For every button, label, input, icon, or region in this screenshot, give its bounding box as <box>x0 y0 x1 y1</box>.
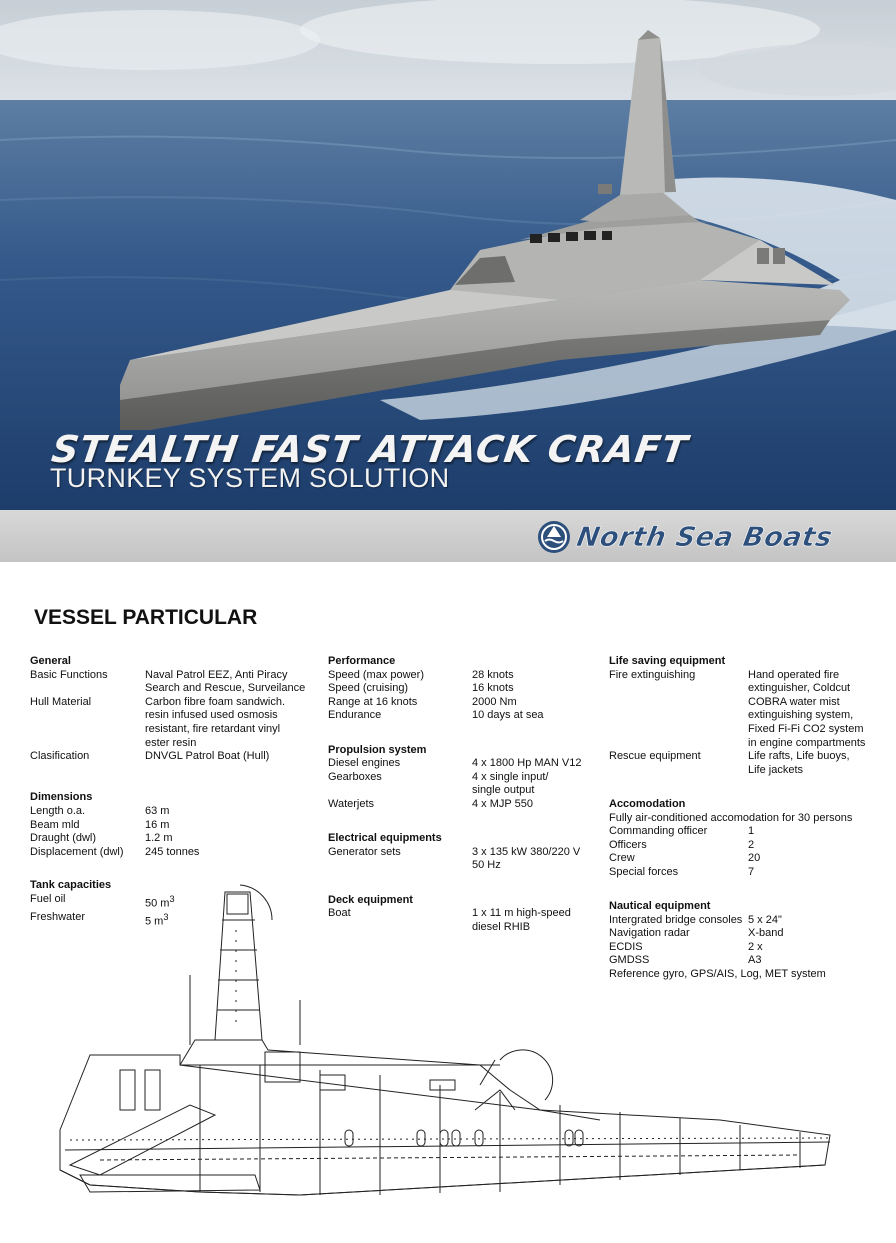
unit-superscript: 3 <box>169 893 175 904</box>
spec-value: 1 x 11 m high-speed <box>472 907 571 920</box>
section-title: VESSEL PARTICULAR <box>34 606 258 629</box>
spec-label: Crew <box>609 852 635 865</box>
spec-label: Length o.a. <box>30 804 86 817</box>
spec-value: single output <box>472 784 535 797</box>
spec-value: 10 days at sea <box>472 709 544 722</box>
spec-label: Speed (cruising) <box>328 682 409 695</box>
spec-label: Speed (max power) <box>328 668 424 681</box>
nautical-heading: Nautical equipment <box>609 900 711 913</box>
spec-label: Generator sets <box>328 845 401 858</box>
spec-row <box>30 696 320 750</box>
spec-value: extinguishing system, <box>748 709 854 722</box>
spec-value: Carbon fibre foam sandwich. <box>145 695 286 708</box>
spec-value: Life rafts, Life buoys, <box>748 750 850 763</box>
spec-row <box>30 846 320 860</box>
spec-label: ECDIS <box>609 940 643 953</box>
spec-label: Navigation radar <box>609 927 690 940</box>
spec-label: Commanding officer <box>609 825 708 838</box>
spec-row <box>609 825 884 839</box>
spec-value: 50 m <box>145 897 170 910</box>
spec-value: in engine compartments <box>748 736 866 749</box>
hero-image <box>0 0 896 510</box>
spec-label: Fuel oil <box>30 892 66 905</box>
spec-label: Intergrated bridge consoles <box>609 913 743 926</box>
spec-label: Diesel engines <box>328 757 401 770</box>
spec-value: 4 x 1800 Hp MAN V12 <box>472 757 582 770</box>
hero-subtitle: TURNKEY SYSTEM SOLUTION <box>50 463 450 493</box>
spec-row <box>328 757 600 771</box>
propulsion-heading: Propulsion system <box>328 743 427 756</box>
spec-row <box>328 771 600 798</box>
electrical-heading: Electrical equipments <box>328 832 442 845</box>
nautical-footer: Reference gyro, GPS/AIS, Log, MET system <box>609 968 826 981</box>
spec-value: 63 m <box>145 804 170 817</box>
spec-value: ester resin <box>145 736 197 749</box>
spec-value: Naval Patrol EEZ, Anti Piracy <box>145 668 288 681</box>
north-sea-boats-logo-icon <box>537 520 571 554</box>
spec-row <box>328 669 600 683</box>
spec-value: DNVGL Patrol Boat (Hull) <box>145 750 270 763</box>
spec-row <box>328 798 600 812</box>
spec-label: Officers <box>609 838 647 851</box>
spec-label: Basic Functions <box>30 668 108 681</box>
unit-superscript: 3 <box>163 911 169 922</box>
general-heading: General <box>30 655 71 667</box>
spec-value: Search and Rescue, Surveilance <box>145 682 306 695</box>
spec-row <box>609 669 884 751</box>
spec-row <box>328 696 600 710</box>
vessel-profile-drawing <box>0 880 896 1243</box>
accommodation-heading: Accomodation <box>609 797 686 810</box>
tank-heading: Tank capacities <box>30 878 112 891</box>
spec-value: resistant, fire retardant vinyl <box>145 722 281 735</box>
spec-value: 2 <box>748 838 755 851</box>
spec-value: 3 x 135 kW 380/220 V <box>472 845 581 858</box>
spec-row <box>30 832 320 846</box>
brand <box>537 520 835 554</box>
dimensions-heading: Dimensions <box>30 791 93 804</box>
life-saving-heading: Life saving equipment <box>609 655 726 667</box>
spec-value: Life jackets <box>748 763 804 776</box>
spec-label: Clasification <box>30 750 90 763</box>
spec-value: 20 <box>748 852 761 865</box>
spec-label: Freshwater <box>30 910 86 923</box>
spec-label: Beam mld <box>30 818 80 831</box>
spec-value: X-band <box>748 927 784 940</box>
spec-label: Draught (dwl) <box>30 832 97 845</box>
spec-value: 7 <box>748 865 755 878</box>
spec-value: 16 knots <box>472 682 514 695</box>
accommodation-summary: Fully air-conditioned accomodation for 30 persons <box>609 811 853 824</box>
spec-label: Hull Material <box>30 695 92 708</box>
brand-band <box>0 510 896 562</box>
spec-label: Fire extinguishing <box>609 668 696 681</box>
spec-value: Hand operated fire <box>748 668 840 681</box>
spec-value: 28 knots <box>472 668 514 681</box>
spec-label: Waterjets <box>328 797 375 810</box>
spec-row <box>328 682 600 696</box>
spec-row <box>328 709 600 723</box>
spec-row <box>30 819 320 833</box>
spec-row <box>328 846 600 873</box>
spec-value: COBRA water mist <box>748 695 840 708</box>
spec-value: diesel RHIB <box>472 920 531 933</box>
spec-label: Displacement (dwl) <box>30 845 124 858</box>
spec-row <box>30 750 320 764</box>
spec-row <box>609 866 884 880</box>
hero-title: STEALTH FAST ATTACK CRAFT <box>48 428 691 471</box>
spec-value: 2000 Nm <box>472 695 517 708</box>
spec-value: 16 m <box>145 818 170 831</box>
spec-row <box>30 669 320 696</box>
spec-label: Special forces <box>609 865 679 878</box>
spec-value: extinguisher, Coldcut <box>748 682 851 695</box>
spec-row <box>609 750 884 777</box>
deck-heading: Deck equipment <box>328 893 413 906</box>
spec-value: 245 tonnes <box>145 845 200 858</box>
spec-label: Rescue equipment <box>609 750 701 763</box>
spec-label: Gearboxes <box>328 770 382 783</box>
spec-value: 2 x <box>748 940 763 953</box>
spec-value: resin infused used osmosis <box>145 709 278 722</box>
spec-value: A3 <box>748 954 762 967</box>
spec-label: GMDSS <box>609 954 650 967</box>
spec-value: 5 x 24" <box>748 913 782 926</box>
spec-label: Range at 16 knots <box>328 695 418 708</box>
performance-heading: Performance <box>328 655 396 667</box>
spec-row <box>609 852 884 866</box>
spec-value: 4 x MJP 550 <box>472 797 533 810</box>
spec-value: 5 m <box>145 915 164 928</box>
brand-name: North Sea Boats <box>574 521 835 553</box>
spec-value: 4 x single input/ <box>472 770 549 783</box>
spec-value: 50 Hz <box>472 859 501 872</box>
spec-value: Fixed Fi-Fi CO2 system <box>748 722 864 735</box>
spec-value: 1.2 m <box>145 832 173 845</box>
spec-label: Endurance <box>328 709 382 722</box>
spec-label: Boat <box>328 907 351 920</box>
spec-row <box>30 805 320 819</box>
spec-row <box>609 839 884 853</box>
spec-value: 1 <box>748 825 755 838</box>
